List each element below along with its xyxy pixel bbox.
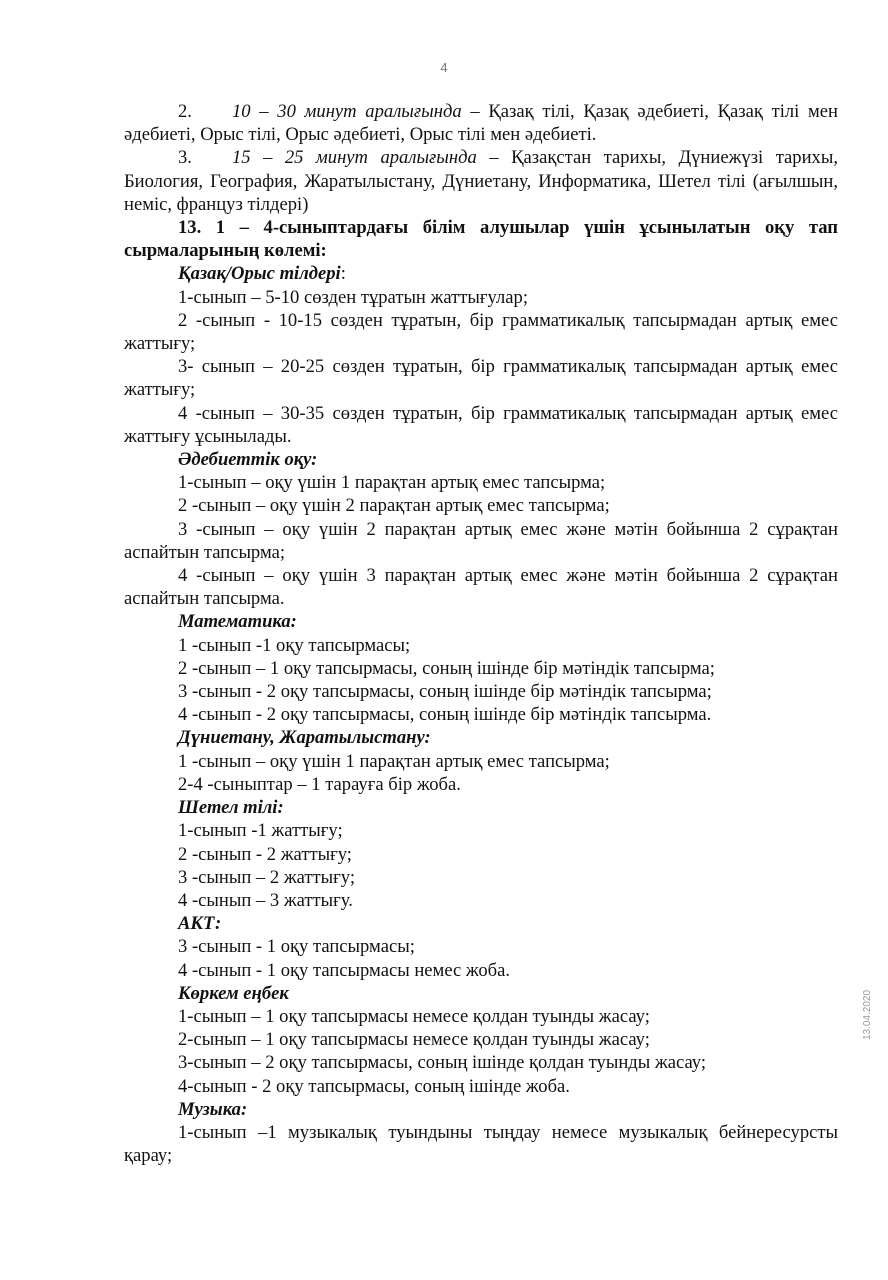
page-number: 4 (440, 60, 448, 75)
list-item: 3- сынып – 20-25 сөзден тұратын, бір грамматикалық тапсырмадан артық емес жаттығу; (124, 356, 838, 401)
section-heading: АКТ: (178, 913, 222, 935)
item-3 (124, 146, 838, 216)
list-item: 1-сынып –1 музыкалық туындыны тыңдау немесе музыкалық бейнересурсты қарау; (124, 1121, 838, 1167)
item-2-number: 2. (178, 101, 192, 122)
section-heading: Музыка: (178, 1098, 248, 1120)
item-2 (124, 100, 838, 146)
section-heading (124, 262, 838, 285)
item-3-time: 15 – 25 минут аралығында (232, 147, 477, 169)
section-heading-colon: : (340, 263, 346, 285)
section-heading: Шетел тілі: (178, 797, 284, 819)
list-item: 1-сынып – 1 оқу тапсырмасы немесе қолдан туынды жасау; (178, 1005, 650, 1027)
section-heading: Көркем еңбек (178, 982, 289, 1004)
list-item: 3 -сынып – оқу үшін 2 парақтан артық емес және мәтін бойынша 2 сұрақтан аспайтын тапсырма; (124, 518, 838, 563)
item-3-subjects: – Қазақстан тарихы, Дүниежүзі тарихы, Биология, География, Жаратылыстану, Дүниетану, Информатика, Шетел тілі (ағылшын, неміс, француз тілдері) (124, 147, 838, 215)
list-item: 2 -сынып – оқу үшін 2 парақтан артық емес тапсырма; (178, 495, 610, 517)
list-item: 2 -сынып - 10-15 сөзден тұратын, бір грамматикалық тапсырмадан артық емес жаттығу; (124, 309, 838, 355)
list-item: 4 -сынып – оқу үшін 3 парақтан артық емес және мәтін бойынша 2 сұрақтан аспайтын тапсырма. (124, 565, 838, 610)
list-item: 2-сынып – 1 оқу тапсырмасы немесе қолдан туынды жасау; (178, 1029, 650, 1051)
sections (124, 262, 838, 1167)
list-item: 1-сынып -1 жаттығу; (178, 820, 343, 842)
list-item: 3 -сынып - 2 оқу тапсырмасы, соның ішінде бір мәтіндік тапсырма; (178, 681, 712, 703)
side-date-stamp: 13.04.2020 (862, 989, 873, 1040)
item-2-subjects: – Қазақ тілі, Қазақ әдебиеті, Қазақ тілі мен әдебиеті, Орыс тілі, Орыс әдебиеті, Орыс тілі мен әдебиеті. (124, 101, 838, 146)
section-heading: Әдебиеттік оқу: (178, 449, 318, 471)
list-item: 3 -сынып - 1 оқу тапсырмасы; (178, 936, 415, 958)
list-item: 4 -сынып - 2 оқу тапсырмасы, соның ішінде бір мәтіндік тапсырма. (178, 704, 712, 726)
list-item: 3 -сынып – 2 жаттығу; (178, 866, 356, 888)
list-item: 4 -сынып – 30-35 сөзден тұратын, бір грамматикалық тапсырмадан артық емес жаттығу ұсынылады. (124, 402, 838, 447)
list-item: 3-сынып – 2 оқу тапсырмасы, соның ішінде қолдан туынды жасау; (178, 1052, 707, 1074)
list-item: 2 -сынып - 2 жаттығу; (178, 843, 352, 865)
section-heading: Математика: (178, 611, 297, 633)
list-item: 1 -сынып -1 оқу тапсырмасы; (178, 634, 411, 656)
list-item: 4-сынып - 2 оқу тапсырмасы, соның ішінде жоба. (178, 1075, 570, 1097)
section-13-title: 13. 1 – 4-сыныптардағы білім алушылар үшін ұсынылатын оқу тап сырмаларының көлемі: (124, 217, 838, 262)
list-item: 4 -сынып – 3 жаттығу. (178, 889, 353, 911)
list-item: 2-4 -сыныптар – 1 тарауға бір жоба. (178, 773, 461, 795)
list-item: 2 -сынып – 1 оқу тапсырмасы, соның ішінде бір мәтіндік тапсырма; (178, 657, 715, 679)
list-item: 4 -сынып - 1 оқу тапсырмасы немес жоба. (178, 959, 510, 981)
item-3-number: 3. (178, 147, 192, 169)
list-item: 1 -сынып – оқу үшін 1 парақтан артық емес тапсырма; (178, 750, 610, 772)
item-2-time: 10 – 30 минут аралығында (232, 101, 462, 122)
list-item: 1-сынып – оқу үшін 1 парақтан артық емес тапсырма; (178, 472, 606, 494)
section-heading-text: Қазақ/Орыс тілдері (178, 263, 341, 285)
list-item: 1-сынып – 5-10 сөзден тұратын жаттығулар; (178, 286, 528, 308)
section-heading: Дүниетану, Жаратылыстану: (178, 727, 431, 749)
document-body (124, 100, 838, 1167)
